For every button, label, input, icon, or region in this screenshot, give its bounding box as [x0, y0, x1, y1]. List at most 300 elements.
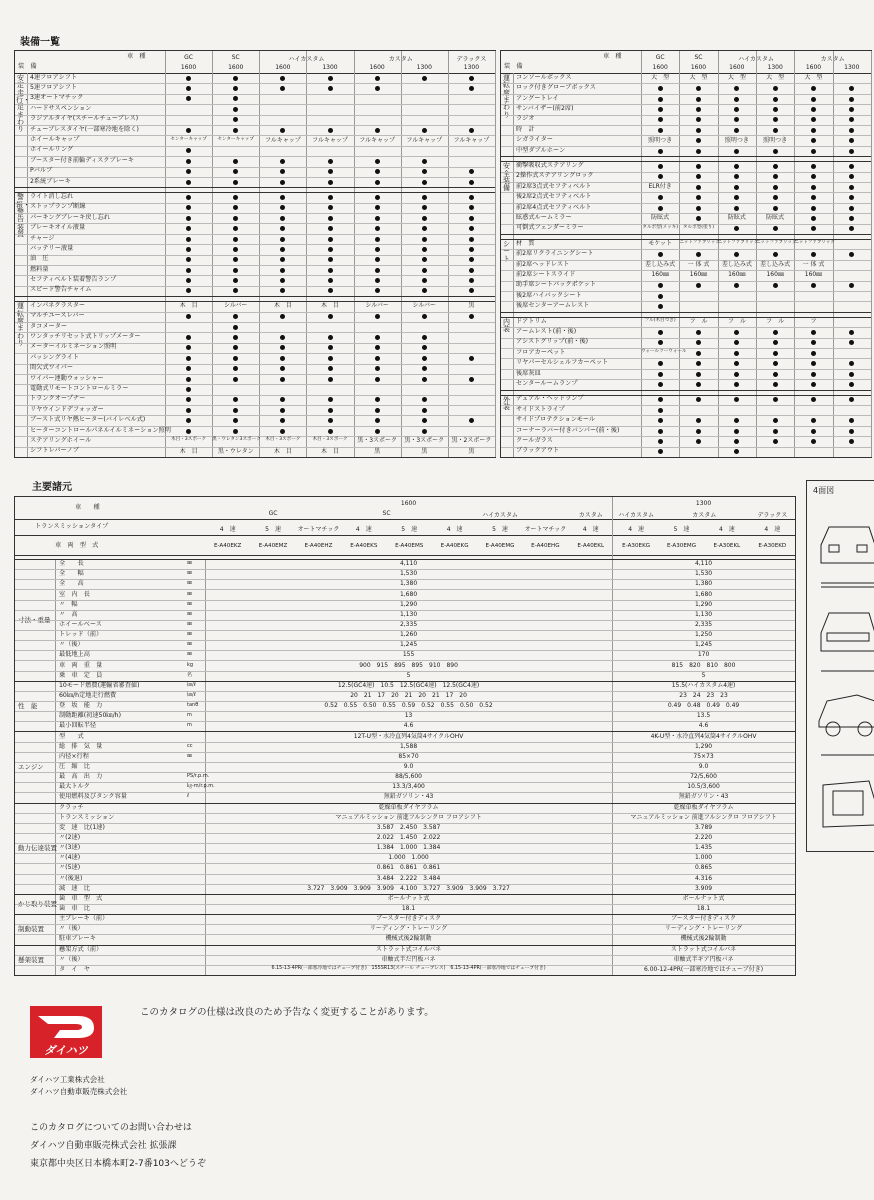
- availability-dot: [696, 216, 701, 221]
- availability-dot: [811, 107, 816, 112]
- availability-dot: [811, 195, 816, 200]
- spec-value-1600: 無鉛ガソリン・43: [383, 793, 434, 801]
- spec-unit: ℓ: [187, 793, 190, 800]
- availability-dot: [280, 268, 285, 273]
- availability-dot: [280, 247, 285, 252]
- engine-header: 1600: [805, 64, 822, 71]
- spec-value-1600: 4,110: [399, 560, 418, 568]
- availability-dot: [658, 372, 663, 377]
- row-divider: [15, 223, 495, 224]
- spec-value-1600: 1,260: [399, 631, 418, 639]
- equipment-value: 160㎜: [766, 271, 784, 279]
- availability-dot: [375, 237, 380, 242]
- availability-dot: [233, 335, 238, 340]
- model-code: E-A40EKS: [350, 543, 378, 549]
- model-code: E-A40EMS: [395, 543, 424, 549]
- availability-dot: [811, 439, 816, 444]
- availability-dot: [375, 335, 380, 340]
- equipment-value: 160㎜: [689, 271, 708, 279]
- equipment-label: 前2席ヘッドレスト: [516, 260, 570, 268]
- equipment-label: セフティベルト装着警告ランプ: [30, 276, 117, 284]
- availability-dot: [186, 268, 191, 273]
- availability-dot: [658, 149, 663, 154]
- availability-dot: [696, 128, 701, 133]
- equipment-table-left: [14, 50, 496, 458]
- spec-value-1300: 1.435: [694, 844, 713, 852]
- availability-dot: [328, 205, 333, 210]
- equipment-value: 照明つき: [763, 136, 788, 144]
- availability-dot: [186, 148, 191, 153]
- availability-dot: [186, 345, 191, 350]
- model-code: E-A40EMZ: [258, 543, 288, 549]
- availability-dot: [186, 96, 191, 101]
- availability-dot: [696, 283, 701, 288]
- equipment-label: スピード警告チャイム: [30, 286, 92, 294]
- spec-value-1300: 機械式後2輪制動: [680, 935, 727, 943]
- availability-dot: [233, 205, 238, 210]
- availability-dot: [280, 418, 285, 423]
- availability-dot: [375, 180, 380, 185]
- availability-dot: [186, 377, 191, 382]
- availability-dot: [280, 159, 285, 164]
- availability-dot: [469, 356, 474, 361]
- equipment-label: チューブレスタイヤ(一部寒冷地を除く): [30, 125, 139, 133]
- availability-dot: [375, 314, 380, 319]
- equipment-label: シフトレバーノブ: [30, 447, 79, 455]
- spec-label: 〃(3速): [59, 844, 81, 852]
- availability-dot: [773, 283, 778, 288]
- model-code-label: 車 両 型 式: [55, 542, 99, 549]
- availability-dot: [469, 180, 474, 185]
- category-divider: [55, 559, 56, 975]
- availability-dot: [658, 195, 663, 200]
- equipment-label: バッテリー液量: [30, 244, 74, 252]
- availability-dot: [696, 164, 701, 169]
- equipment-label: ラジオ: [516, 115, 535, 123]
- availability-dot: [658, 382, 663, 387]
- equipment-label: ブレーキオイル液量: [30, 224, 86, 232]
- availability-dot: [849, 195, 854, 200]
- equipment-value: 黒: [468, 302, 475, 310]
- group-divider: [15, 192, 495, 193]
- equipment-label: 衝撃吸収式ステアリング: [516, 161, 584, 169]
- row-divider: [15, 146, 495, 147]
- availability-dot: [734, 86, 739, 91]
- equipment-title: 装備一覧: [20, 37, 60, 48]
- equipment-label: 前2席シートスライド: [516, 270, 576, 278]
- availability-dot: [469, 247, 474, 252]
- transmission-type: 4 速: [718, 526, 735, 533]
- equipment-value: モケット: [648, 240, 673, 248]
- spec-value-1600: 2,335: [399, 620, 418, 628]
- group-divider: [501, 234, 871, 235]
- equipment-value: センターキャップ: [217, 136, 254, 142]
- spec-value-1300: 1,530: [694, 570, 713, 578]
- spec-value-1600: ストラット式コイルバネ: [375, 945, 442, 953]
- spec-unit: ㎜: [187, 752, 193, 759]
- availability-dot: [422, 216, 427, 221]
- equipment-value: フルキャップ: [453, 136, 490, 144]
- availability-dot: [375, 159, 380, 164]
- availability-dot: [696, 439, 701, 444]
- availability-dot: [696, 351, 701, 356]
- availability-dot: [469, 278, 474, 283]
- header-equip-label: 装 備: [18, 63, 37, 70]
- availability-dot: [375, 418, 380, 423]
- availability-dot: [849, 397, 854, 402]
- equipment-label: 後席灰皿: [516, 369, 541, 377]
- spec-value-1600: リーディング・トレーリング: [369, 925, 448, 933]
- spec-value-1600: 85×70: [398, 752, 419, 760]
- spec-value-1300: 6.00-12-4PR(一部寒冷地ではチューブ付き): [643, 965, 764, 973]
- equipment-value: フルキャップ: [406, 136, 443, 144]
- contact-lead: このカタログについてのお問い合わせは: [30, 1123, 192, 1133]
- notice-text: このカタログの仕様は改良のため予告なく変更することがあります。: [140, 1007, 434, 1018]
- availability-dot: [849, 382, 854, 387]
- engine-header: 1600: [180, 64, 197, 71]
- spec-unit: ㎞/ℓ: [187, 681, 196, 688]
- availability-dot: [773, 351, 778, 356]
- spec-value-1300: 乾燥単板ダイヤフラム: [673, 803, 734, 811]
- spec-value-1600: 0.861 0.861 0.861: [376, 864, 441, 872]
- equipment-label: アームレスト(前・後): [516, 327, 577, 335]
- row-divider: [15, 255, 495, 256]
- spec-label: 全 長: [59, 560, 84, 568]
- spec-value-1600: マニュアルミッション 前進フルシンクロ フロアシフト: [335, 813, 482, 821]
- availability-dot: [328, 180, 333, 185]
- availability-dot: [469, 314, 474, 319]
- spec-label: 〃（後）: [59, 925, 84, 933]
- availability-dot: [658, 97, 663, 102]
- spec-label: ホイールベース: [59, 620, 102, 628]
- availability-dot: [422, 268, 427, 273]
- equipment-value: 一 体 式: [687, 261, 710, 268]
- equipment-value: ニットファブリック: [679, 240, 720, 246]
- spec-label: 駐車ブレーキ: [59, 935, 96, 943]
- availability-dot: [849, 86, 854, 91]
- availability-dot: [696, 149, 701, 154]
- equipment-value: 差し込み式: [721, 261, 752, 268]
- model-header: ハイカスタム: [288, 56, 325, 63]
- availability-dot: [849, 429, 854, 434]
- spec-label: 懸架方式（前）: [59, 945, 103, 953]
- availability-dot: [849, 439, 854, 444]
- daihatsu-logo: [30, 1006, 102, 1058]
- spec-label: 内径×行程: [59, 752, 89, 760]
- availability-dot: [375, 76, 380, 81]
- engine-header: 1300: [844, 64, 860, 71]
- spec-label: 主ブレーキ（前）: [59, 915, 109, 923]
- transmission-type: 4 速: [764, 526, 781, 533]
- spec-value-1600: 155: [402, 651, 415, 659]
- spec-value-1600: 機械式後2輪制動: [385, 935, 432, 943]
- availability-dot: [280, 278, 285, 283]
- availability-dot: [375, 278, 380, 283]
- four-view-panel: [806, 480, 874, 852]
- equipment-label: 後席センターアームレスト: [516, 302, 590, 310]
- spec-label: 全 高: [59, 580, 84, 588]
- availability-dot: [658, 294, 663, 299]
- spec-value-1600: 1,290: [399, 600, 418, 608]
- availability-dot: [773, 164, 778, 169]
- model-header: デラックス: [456, 56, 487, 63]
- availability-dot: [811, 330, 816, 335]
- equipment-label: ストップランプ断線: [30, 203, 86, 211]
- spec-value-1300: 4.6: [698, 722, 709, 730]
- transmission-type: 4 速: [446, 526, 463, 533]
- availability-dot: [773, 361, 778, 366]
- equipment-value: フルキャップ: [264, 136, 301, 144]
- availability-dot: [422, 408, 427, 413]
- spec-value-1300: 10.5/3,600: [687, 783, 720, 791]
- availability-dot: [696, 86, 701, 91]
- availability-dot: [233, 397, 238, 402]
- equipment-label: チャージ: [30, 234, 55, 242]
- availability-dot: [233, 107, 238, 112]
- availability-dot: [233, 237, 238, 242]
- availability-dot: [186, 205, 191, 210]
- equipment-value: フルキャップ: [359, 136, 396, 144]
- equipment-value: フ ル: [689, 318, 708, 325]
- equipment-label: アングートレイ: [516, 94, 559, 102]
- availability-dot: [328, 288, 333, 293]
- availability-dot: [469, 195, 474, 200]
- group-divider: [501, 312, 871, 313]
- availability-dot: [375, 345, 380, 350]
- equipment-label: サイドプロテクションモール: [516, 416, 596, 424]
- availability-dot: [734, 340, 739, 345]
- row-divider: [15, 167, 495, 168]
- spec-category-label: 寸法・重量: [18, 615, 51, 624]
- equipment-label: 3速オートマチック: [30, 94, 84, 102]
- availability-dot: [469, 237, 474, 242]
- column-divider: [871, 51, 872, 457]
- availability-dot: [233, 226, 238, 231]
- model-code: E-A40EHZ: [304, 543, 333, 549]
- availability-dot: [773, 330, 778, 335]
- availability-dot: [328, 408, 333, 413]
- equipment-value: 差し込み式: [645, 261, 676, 268]
- equipment-value: 160㎜: [651, 271, 669, 279]
- spec-value-1600: 1,530: [399, 570, 418, 578]
- equipment-label: ブースター付き前輪ディスクブレーキ: [30, 156, 134, 164]
- availability-dot: [734, 372, 739, 377]
- availability-dot: [328, 268, 333, 273]
- spec-label: 圧 縮 比: [59, 763, 90, 770]
- availability-dot: [734, 330, 739, 335]
- availability-dot: [375, 205, 380, 210]
- engine-header: 1600: [652, 64, 668, 71]
- spec-label: 歯 車 比: [59, 905, 90, 913]
- group-1300: 1300: [695, 500, 712, 507]
- submodel-header: GC: [268, 510, 278, 517]
- transmission-type-label: トランスミッションタイプ: [35, 523, 109, 530]
- row-divider: [15, 671, 795, 672]
- spec-value-1600: 3.727 3.909 3.909 3.909 4.100 3.727 3.909 3.909 3.727: [307, 884, 510, 892]
- equipment-label: リヤウインドデフォッガー: [30, 405, 104, 413]
- equipment-value: ニットファブリック: [794, 240, 835, 246]
- spec-value-1300: 1,380: [694, 580, 713, 588]
- row-divider: [501, 436, 871, 437]
- spec-value-1600: 18.1: [401, 905, 416, 913]
- spec-unit: ㎜: [187, 590, 193, 597]
- availability-dot: [773, 97, 778, 102]
- availability-dot: [734, 195, 739, 200]
- equipment-label: ライト消し忘れ: [30, 192, 74, 200]
- transmission-type: 4 速: [628, 526, 645, 533]
- row-divider: [501, 125, 871, 126]
- availability-dot: [811, 164, 816, 169]
- equipment-label: サンバイザー(前2席): [516, 104, 574, 112]
- spec-value-1300: 18.1: [696, 905, 711, 913]
- equipment-label: ワンタッチリセット式トリップメーター: [30, 333, 141, 341]
- availability-dot: [849, 216, 854, 221]
- availability-dot: [849, 418, 854, 423]
- availability-dot: [696, 429, 701, 434]
- spec-label: 10モード燃費(運輸省審査値): [59, 681, 140, 689]
- availability-dot: [328, 418, 333, 423]
- availability-dot: [280, 408, 285, 413]
- car-drawings: [817, 505, 874, 835]
- spec-title: 主要諸元: [32, 482, 72, 493]
- spec-value-1300: リーディング・トレーリング: [664, 925, 743, 933]
- availability-dot: [849, 226, 854, 231]
- equipment-label: アシストグリップ(前・後): [516, 338, 589, 346]
- spec-value-1600: 1.384 1.000 1.384: [376, 844, 441, 852]
- availability-dot: [811, 97, 816, 102]
- equipment-value: タルボ型(メッキ): [642, 224, 679, 230]
- availability-dot: [469, 216, 474, 221]
- availability-dot: [658, 117, 663, 122]
- equipment-label: メーターイルミネーション照明: [30, 343, 117, 351]
- availability-dot: [375, 86, 380, 91]
- availability-dot: [658, 128, 663, 133]
- equipment-label: センタールームランプ: [516, 379, 578, 387]
- model-header: GC: [184, 54, 193, 61]
- availability-dot: [849, 252, 854, 257]
- model-header: ハイカスタム: [738, 56, 774, 63]
- spec-table: [14, 496, 796, 976]
- equipment-label: 電動式リモートコントロールミラー: [30, 384, 129, 392]
- availability-dot: [375, 169, 380, 174]
- transmission-type: 4 速: [582, 526, 599, 533]
- equipment-label: ブースト式リヤ熱ヒーター(バイレベル式): [30, 416, 146, 424]
- equipment-label: 可倒式フェンダーミラー: [516, 224, 584, 232]
- availability-dot: [696, 418, 701, 423]
- availability-dot: [422, 180, 427, 185]
- equipment-value: 160㎜: [728, 271, 746, 279]
- spec-label: 減 速 比: [59, 884, 90, 892]
- submodel-header: カスタム: [578, 512, 603, 519]
- availability-dot: [849, 206, 854, 211]
- equipment-label: パーキングブレーキ戻し忘れ: [30, 213, 111, 221]
- equipment-value: 木目・3スポーク: [265, 437, 301, 443]
- availability-dot: [849, 185, 854, 190]
- availability-dot: [734, 283, 739, 288]
- availability-dot: [280, 216, 285, 221]
- availability-dot: [811, 429, 816, 434]
- availability-dot: [233, 288, 238, 293]
- model-header: カスタム: [388, 56, 413, 63]
- spec-unit: tanθ: [187, 702, 199, 709]
- equipment-label: クールガラス: [516, 436, 553, 444]
- category-divider: [513, 73, 514, 457]
- availability-dot: [375, 366, 380, 371]
- availability-dot: [696, 361, 701, 366]
- availability-dot: [773, 185, 778, 190]
- availability-dot: [233, 429, 238, 434]
- availability-dot: [422, 169, 427, 174]
- spec-unit: ㎜: [187, 620, 193, 627]
- availability-dot: [186, 76, 191, 81]
- availability-dot: [734, 107, 739, 112]
- row-divider: [15, 265, 495, 266]
- spec-label: 〃（後）: [59, 955, 84, 963]
- equipment-value: フルキャップ: [312, 136, 348, 144]
- availability-dot: [186, 159, 191, 164]
- spec-value-1300: 1,290: [694, 742, 713, 750]
- spec-value-1600: 1,245: [399, 641, 418, 649]
- spec-unit: ㎜: [187, 570, 193, 577]
- model-code: E-A30EMG: [666, 543, 697, 549]
- spec-unit: ㎜: [187, 580, 193, 587]
- availability-dot: [186, 429, 191, 434]
- equipment-value: フ ル: [766, 318, 785, 325]
- equipment-label: シガライター: [516, 136, 553, 144]
- spec-unit: ㎜: [187, 641, 193, 648]
- availability-dot: [375, 216, 380, 221]
- availability-dot: [186, 128, 191, 133]
- availability-dot: [280, 314, 285, 319]
- availability-dot: [811, 283, 816, 288]
- availability-dot: [849, 164, 854, 169]
- equipment-label: 後2席2点式セフティベルト: [516, 193, 592, 201]
- availability-dot: [280, 366, 285, 371]
- availability-dot: [773, 382, 778, 387]
- availability-dot: [696, 138, 701, 143]
- spec-value-1300: ボールナット式: [682, 894, 725, 902]
- spec-category-label: 性 能: [18, 702, 38, 711]
- availability-dot: [734, 429, 739, 434]
- availability-dot: [849, 138, 854, 143]
- availability-dot: [280, 169, 285, 174]
- availability-dot: [375, 247, 380, 252]
- availability-dot: [328, 169, 333, 174]
- group-divider: [15, 187, 495, 188]
- availability-dot: [233, 314, 238, 319]
- spec-label: 変 速 比(1速): [59, 823, 105, 831]
- model-header: SC: [694, 54, 703, 61]
- availability-dot: [422, 226, 427, 231]
- availability-dot: [328, 128, 333, 133]
- availability-dot: [811, 226, 816, 231]
- spec-label: 〃(後退): [59, 874, 83, 882]
- spec-kind-label: 車 種: [75, 504, 100, 511]
- equipment-label: Pバルブ: [30, 167, 53, 175]
- availability-dot: [849, 340, 854, 345]
- row-divider: [15, 83, 495, 84]
- spec-label: 使用燃料及びタンク容量: [59, 793, 127, 801]
- availability-dot: [375, 288, 380, 293]
- availability-dot: [469, 205, 474, 210]
- availability-dot: [773, 195, 778, 200]
- availability-dot: [696, 174, 701, 179]
- availability-dot: [280, 257, 285, 262]
- availability-dot: [422, 195, 427, 200]
- availability-dot: [328, 314, 333, 319]
- brand-name: ダイハツ: [44, 1044, 88, 1057]
- availability-dot: [469, 268, 474, 273]
